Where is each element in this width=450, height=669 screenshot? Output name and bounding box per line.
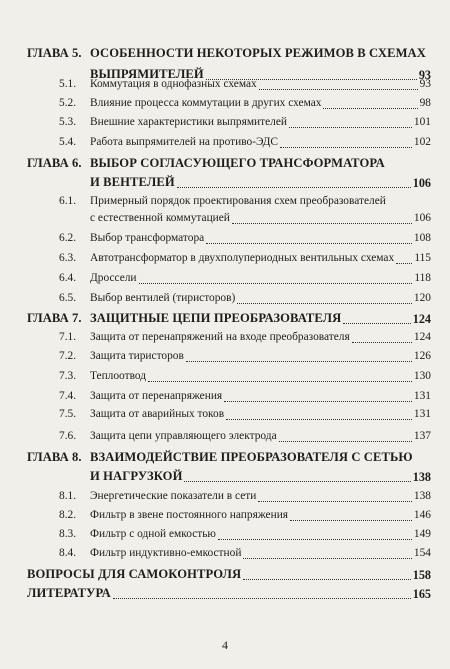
toc-entry-title: Примерный порядок проектирования схем преобразователей <box>90 195 386 208</box>
toc-page-number: 93 <box>419 78 431 91</box>
toc-entry-number: 8.2. <box>59 509 77 522</box>
toc-entry-title: Автотрансформатор в двухполупериодных вентильных схемах <box>90 252 395 265</box>
toc-page-number: 118 <box>414 272 431 285</box>
toc-entry-title: ЛИТЕРАТУРА <box>27 586 111 601</box>
toc-entry-title: Фильтр с одной емкостью <box>90 528 216 541</box>
toc-page-number: 126 <box>413 350 431 363</box>
toc-entry-number: 6.3. <box>59 252 77 265</box>
dot-leader <box>232 223 412 224</box>
dot-leader <box>289 127 412 128</box>
dot-leader <box>343 323 410 324</box>
toc-entry-number: 6.2. <box>59 232 77 245</box>
toc-page-number: 154 <box>413 547 431 560</box>
dot-leader <box>290 520 412 521</box>
page-number: 4 <box>222 638 228 652</box>
toc-entry-title: Выбор вентилей (тиристоров) <box>90 292 236 305</box>
toc-entry-title: Влияние процесса коммутации в других схемах <box>90 97 322 110</box>
toc-entry-number: 7.1. <box>59 331 77 344</box>
dot-leader <box>352 342 412 343</box>
toc-entry-title: Защита от перенапряжения <box>90 390 223 403</box>
toc-entry-number: 6.4. <box>59 272 77 285</box>
toc-entry-title: Защита от аварийных токов <box>90 408 225 421</box>
toc-entry-title: Выбор трансформатора <box>90 232 205 245</box>
toc-entry-number: 7.4. <box>59 390 77 403</box>
dot-leader <box>237 303 412 304</box>
dot-leader <box>243 579 411 580</box>
toc-page-number: 131 <box>413 408 431 421</box>
toc-entry-title: Фильтр индуктивно-емкостной <box>90 547 242 560</box>
toc-page-number: 131 <box>413 390 431 403</box>
toc-page-number: 138 <box>412 469 431 484</box>
toc-entry-number: 5.3. <box>59 116 77 129</box>
toc-page-number: 115 <box>414 252 431 265</box>
toc-entry-title: Фильтр в звене постоянного напряжения <box>90 509 289 522</box>
toc-entry-number: ГЛАВА 5. <box>27 46 82 61</box>
toc-entry-title: Дроссели <box>90 272 137 285</box>
dot-leader <box>243 558 411 559</box>
dot-leader <box>323 108 417 109</box>
toc-page-number: 137 <box>413 430 431 443</box>
toc-entry-number: 6.5. <box>59 292 77 305</box>
toc-entry-number: 5.1. <box>59 78 77 91</box>
dot-leader <box>224 401 412 402</box>
toc-page-number: 158 <box>412 567 431 582</box>
dot-leader <box>258 501 412 502</box>
toc-entry-title: ВОПРОСЫ ДЛЯ САМОКОНТРОЛЯ <box>27 567 242 582</box>
dot-leader <box>280 147 412 148</box>
toc-page-number: 138 <box>413 490 431 503</box>
toc-page-number: 165 <box>412 586 431 601</box>
toc-entry-number: 5.4. <box>59 136 77 149</box>
toc-entry-title: с естественной коммутацией <box>90 212 230 225</box>
toc-entry-number: 7.6. <box>59 430 77 443</box>
dot-leader <box>259 89 418 90</box>
toc-entry-title: ВЫБОР СОГЛАСУЮЩЕГО ТРАНСФОРМАТОРА <box>90 156 385 171</box>
dot-leader <box>218 539 412 540</box>
toc-entry-number: ГЛАВА 6. <box>27 156 82 171</box>
toc-page-number: 101 <box>413 116 431 129</box>
toc-page-number: 149 <box>413 528 431 541</box>
dot-leader <box>206 243 412 244</box>
toc-entry-title: И НАГРУЗКОЙ <box>90 469 183 484</box>
toc-entry-number: 8.3. <box>59 528 77 541</box>
toc-entry-title: ВЗАИМОДЕЙСТВИЕ ПРЕОБРАЗОВАТЕЛЯ С СЕТЬЮ <box>90 450 413 465</box>
toc-entry-number: 8.1. <box>59 490 77 503</box>
dot-leader <box>186 361 412 362</box>
dot-leader <box>177 187 411 188</box>
dot-leader <box>279 441 412 442</box>
toc-entry-number: ГЛАВА 7. <box>27 311 82 326</box>
toc-page-number: 146 <box>413 509 431 522</box>
toc-entry-number: 7.5. <box>59 408 77 421</box>
toc-entry-number: 8.4. <box>59 547 77 560</box>
toc-entry-title: ЗАЩИТНЫЕ ЦЕПИ ПРЕОБРАЗОВАТЕЛЯ <box>90 311 342 326</box>
toc-entry-title: Работа выпрямителей на противо-ЭДС <box>90 136 278 149</box>
toc-page-number: 130 <box>413 370 431 383</box>
toc-entry-title: Коммутация в однофазных схемах <box>90 78 257 91</box>
toc-entry-title: ОСОБЕННОСТИ НЕКОТОРЫХ РЕЖИМОВ В СХЕМАХ <box>90 46 426 61</box>
toc-entry-title: Внешние характеристики выпрямителей <box>90 116 288 129</box>
dot-leader <box>113 598 411 599</box>
toc-entry-title: Энергетические показатели в сети <box>90 490 257 503</box>
toc-entry-title: Защита от перенапряжений на входе преобразователя <box>90 331 350 344</box>
toc-page-number: 93 <box>418 67 431 82</box>
toc-page-number: 98 <box>419 97 431 110</box>
toc-page-number: 108 <box>413 232 431 245</box>
toc-page-number: 106 <box>413 212 431 225</box>
toc-page-number: 106 <box>412 175 431 190</box>
toc-entry-number: ГЛАВА 8. <box>27 450 82 465</box>
toc-page-number: 124 <box>413 331 431 344</box>
dot-leader <box>226 419 412 420</box>
toc-entry-number: 6.1. <box>59 195 77 208</box>
toc-page-number: 102 <box>413 136 431 149</box>
toc-entry-title: ВЫПРЯМИТЕЛЕЙ <box>90 67 204 82</box>
toc-page-number: 120 <box>413 292 431 305</box>
dot-leader <box>139 283 413 284</box>
toc-entry-title: Защита цепи управляющего электрода <box>90 430 277 443</box>
dot-leader <box>396 263 412 264</box>
toc-page-number: 124 <box>412 311 431 326</box>
dot-leader <box>184 481 410 482</box>
toc-entry-title: Защита тиристоров <box>90 350 184 363</box>
toc-entry-title: И ВЕНТЕЛЕЙ <box>90 175 175 190</box>
toc-entry-number: 5.2. <box>59 97 77 110</box>
toc-entry-number: 7.2. <box>59 350 77 363</box>
toc-entry-number: 7.3. <box>59 370 77 383</box>
toc-entry-title: Теплоотвод <box>90 370 147 383</box>
dot-leader <box>148 381 412 382</box>
